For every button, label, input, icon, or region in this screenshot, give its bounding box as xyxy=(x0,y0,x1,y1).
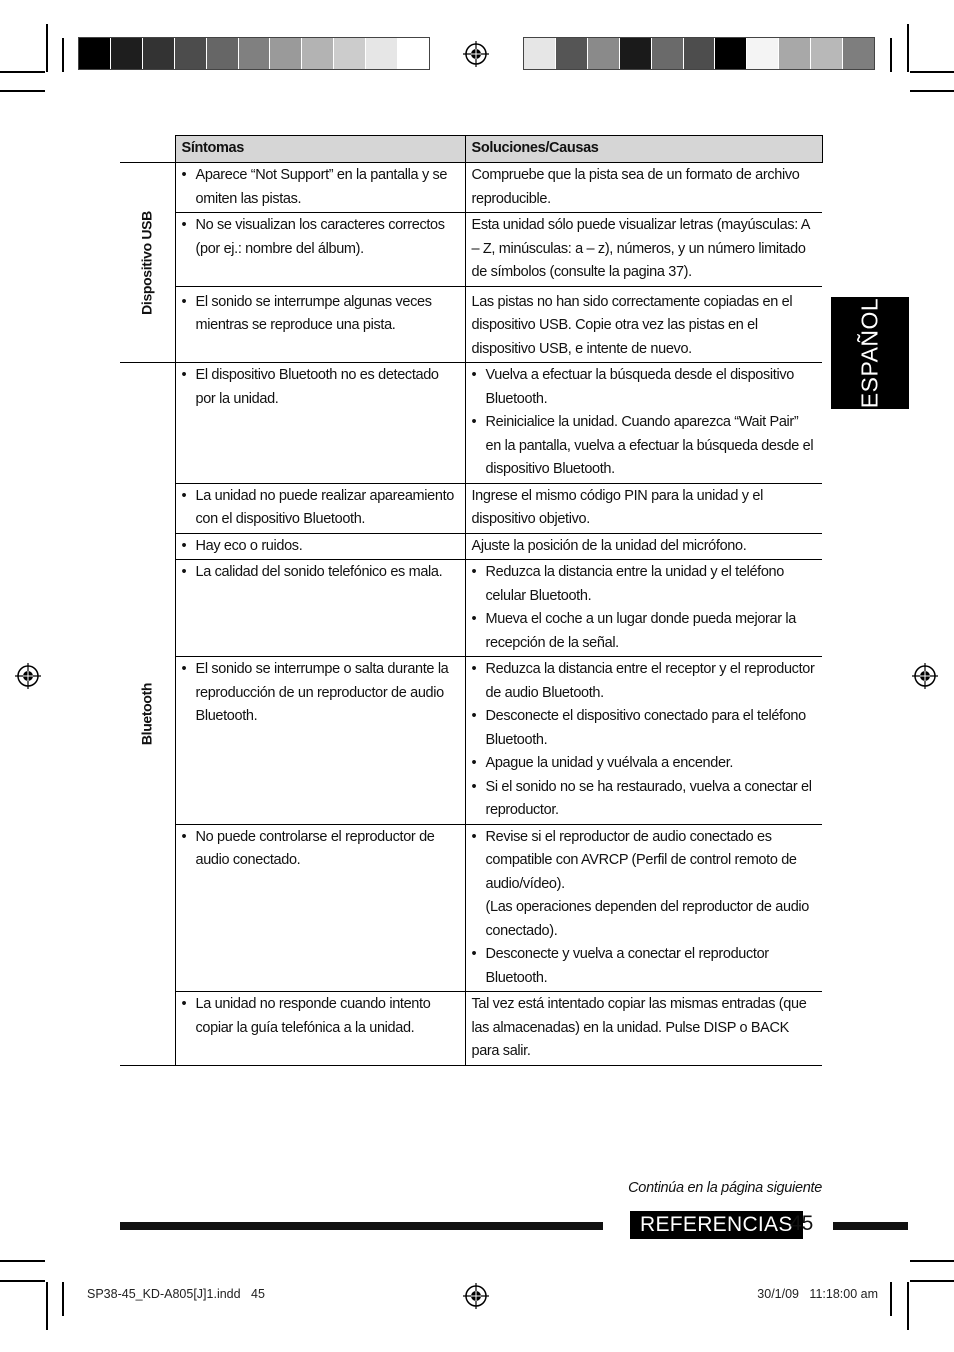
crop-mark xyxy=(0,90,45,92)
color-swatch xyxy=(366,38,398,69)
table-row xyxy=(120,657,822,825)
crop-mark xyxy=(62,1282,64,1316)
solution-cell xyxy=(465,286,822,363)
section-label: REFERENCIAS xyxy=(630,1211,803,1239)
table-row xyxy=(120,213,822,287)
header-solutions: Soluciones/Causas xyxy=(465,136,822,163)
color-swatch xyxy=(588,38,620,69)
crop-mark xyxy=(910,1260,954,1262)
crop-mark xyxy=(890,38,892,72)
symptom-cell xyxy=(175,286,465,363)
print-file-info: SP38-45_KD-A805[J]1.indd 45 xyxy=(87,1287,265,1301)
color-swatch xyxy=(524,38,556,69)
solution-bullet: • Si el sonido no se ha restaurado, vuelva a conectar el reproductor. xyxy=(472,776,817,823)
solution-text: Tal vez está intentado copiar las mismas entradas (que las almacenadas) en la unidad. Pulse DISP o BACK para salir. xyxy=(471,996,807,1059)
crop-mark xyxy=(907,1282,909,1330)
table-header-row xyxy=(120,136,822,163)
table-row xyxy=(120,483,822,533)
color-swatch xyxy=(398,38,429,69)
symptom-text: • La calidad del sonido telefónico es mala. xyxy=(182,561,459,585)
color-swatch xyxy=(620,38,652,69)
color-swatch xyxy=(556,38,588,69)
registration-mark-icon xyxy=(912,663,938,689)
page-number: 45 xyxy=(790,1212,814,1235)
continue-note: Continúa en la página siguiente xyxy=(628,1180,822,1196)
crop-mark xyxy=(907,24,909,72)
solution-cell xyxy=(465,163,822,213)
table-row xyxy=(120,824,822,992)
table-row xyxy=(120,163,822,213)
symptom-cell xyxy=(175,363,465,484)
color-swatch xyxy=(747,38,779,69)
color-swatch xyxy=(175,38,207,69)
crop-mark xyxy=(46,24,48,72)
solution-bullet: • Desconecte y vuelva a conectar el reproductor Bluetooth. xyxy=(472,943,817,990)
symptom-cell xyxy=(175,657,465,825)
color-swatch xyxy=(111,38,143,69)
solution-bullet: • Vuelva a efectuar la búsqueda desde el dispositivo Bluetooth. xyxy=(472,364,817,411)
solution-bullet: • Reduzca la distancia entre la unidad y el teléfono celular Bluetooth. xyxy=(472,561,817,608)
symptom-text: • Hay eco o ruidos. xyxy=(182,535,459,559)
language-tab xyxy=(831,297,909,409)
color-swatch xyxy=(843,38,874,69)
crop-mark xyxy=(910,1280,954,1282)
crop-mark xyxy=(910,90,954,92)
color-swatch xyxy=(684,38,716,69)
color-swatch xyxy=(143,38,175,69)
solution-cell xyxy=(465,483,822,533)
table-row xyxy=(120,992,822,1066)
crop-mark xyxy=(0,71,45,73)
solution-cell xyxy=(465,824,822,992)
table-row xyxy=(120,286,822,363)
crop-mark xyxy=(62,38,64,72)
header-symptoms: Síntomas xyxy=(175,136,465,163)
symptom-text: • No puede controlarse el reproductor de audio conectado. xyxy=(182,826,459,873)
solution-cell xyxy=(465,533,822,560)
troubleshooting-table xyxy=(120,135,823,1066)
color-swatch xyxy=(270,38,302,69)
solution-cell xyxy=(465,213,822,287)
symptom-text: • El sonido se interrumpe algunas veces mientras se reproduce una pista. xyxy=(182,291,459,338)
solution-cell xyxy=(465,560,822,657)
category-label-bluetooth: Bluetooth xyxy=(138,682,155,745)
symptom-text: • El dispositivo Bluetooth no es detectado por la unidad. xyxy=(182,364,459,411)
solution-cell xyxy=(465,992,822,1066)
solution-bullet: • Revise si el reproductor de audio conectado es compatible con AVRCP (Perfil de control remoto de audio/vídeo). xyxy=(472,826,817,897)
symptom-cell xyxy=(175,560,465,657)
symptom-text: • No se visualizan los caracteres correctos (por ej.: nombre del álbum). xyxy=(182,214,459,261)
crop-mark xyxy=(0,1260,45,1262)
symptom-cell xyxy=(175,533,465,560)
solution-note: (Las operaciones dependen del reproductor de audio conectado). xyxy=(485,899,809,939)
symptom-text: • El sonido se interrumpe o salta durante la reproducción de un reproductor de audio Bluetooth. xyxy=(182,658,459,729)
solution-text: Compruebe que la pista sea de un formato de archivo reproducible. xyxy=(471,167,800,207)
color-swatch xyxy=(239,38,271,69)
solution-bullet: • Desconecte el dispositivo conectado para el teléfono Bluetooth. xyxy=(472,705,817,752)
color-swatch xyxy=(715,38,747,69)
color-swatch xyxy=(811,38,843,69)
category-cell-usb xyxy=(120,163,175,363)
footer-rule-left xyxy=(120,1222,603,1230)
symptom-text: • Aparece “Not Support” en la pantalla y se omiten las pistas. xyxy=(182,164,459,211)
registration-mark-icon xyxy=(463,1283,489,1309)
color-bar-right xyxy=(523,37,875,70)
color-swatch xyxy=(334,38,366,69)
symptom-cell xyxy=(175,483,465,533)
solution-bullet: • Reinicialice la unidad. Cuando aparezca “Wait Pair” en la pantalla, vuelva a efectuar la búsqueda desde el dispositivo Bluetooth. xyxy=(472,411,817,482)
symptom-cell xyxy=(175,824,465,992)
table-row xyxy=(120,560,822,657)
crop-mark xyxy=(0,1280,45,1282)
solution-bullet: • Mueva el coche a un lugar donde pueda mejorar la recepción de la señal. xyxy=(472,608,817,655)
crop-mark xyxy=(46,1282,48,1330)
solution-text: Las pistas no han sido correctamente copiadas en el dispositivo USB. Copie otra vez las pistas en el dispositivo USB, e intente de nuevo. xyxy=(471,293,793,357)
symptom-text: • La unidad no puede realizar apareamiento con el dispositivo Bluetooth. xyxy=(182,485,459,532)
color-bar-left xyxy=(78,37,430,70)
category-label-usb: Dispositivo USB xyxy=(138,210,155,315)
header-blank-cell xyxy=(120,136,175,163)
symptom-cell xyxy=(175,163,465,213)
color-swatch xyxy=(207,38,239,69)
color-swatch xyxy=(302,38,334,69)
color-swatch xyxy=(779,38,811,69)
crop-mark xyxy=(890,1282,892,1316)
symptom-cell xyxy=(175,213,465,287)
footer-rule-right xyxy=(833,1222,908,1230)
color-swatch xyxy=(652,38,684,69)
registration-mark-icon xyxy=(15,663,41,689)
symptom-text: • La unidad no responde cuando intento copiar la guía telefónica a la unidad. xyxy=(182,993,459,1040)
solution-cell xyxy=(465,657,822,825)
solution-bullet: • Apague la unidad y vuélvala a encender. xyxy=(472,752,817,776)
registration-mark-icon xyxy=(463,41,489,67)
solution-text: Ingrese el mismo código PIN para la unidad y el dispositivo objetivo. xyxy=(471,487,763,527)
print-date-info: 30/1/09 11:18:00 am xyxy=(757,1287,878,1301)
solution-text: Ajuste la posición de la unidad del micrófono. xyxy=(471,537,747,554)
table-row xyxy=(120,363,822,484)
crop-mark xyxy=(910,71,954,73)
solution-text: Esta unidad sólo puede visualizar letras (mayúsculas: A – Z, minúsculas: a – z), números, y un número limitado de símbolos (consulte la pagina 37). xyxy=(471,217,810,280)
color-swatch xyxy=(79,38,111,69)
solution-bullet: • Reduzca la distancia entre el receptor y el reproductor de audio Bluetooth. xyxy=(472,658,817,705)
category-cell-bluetooth xyxy=(120,363,175,1066)
solution-cell xyxy=(465,363,822,484)
symptom-cell xyxy=(175,992,465,1066)
table-row xyxy=(120,533,822,560)
language-tab-label: ESPAÑOL xyxy=(856,297,883,409)
